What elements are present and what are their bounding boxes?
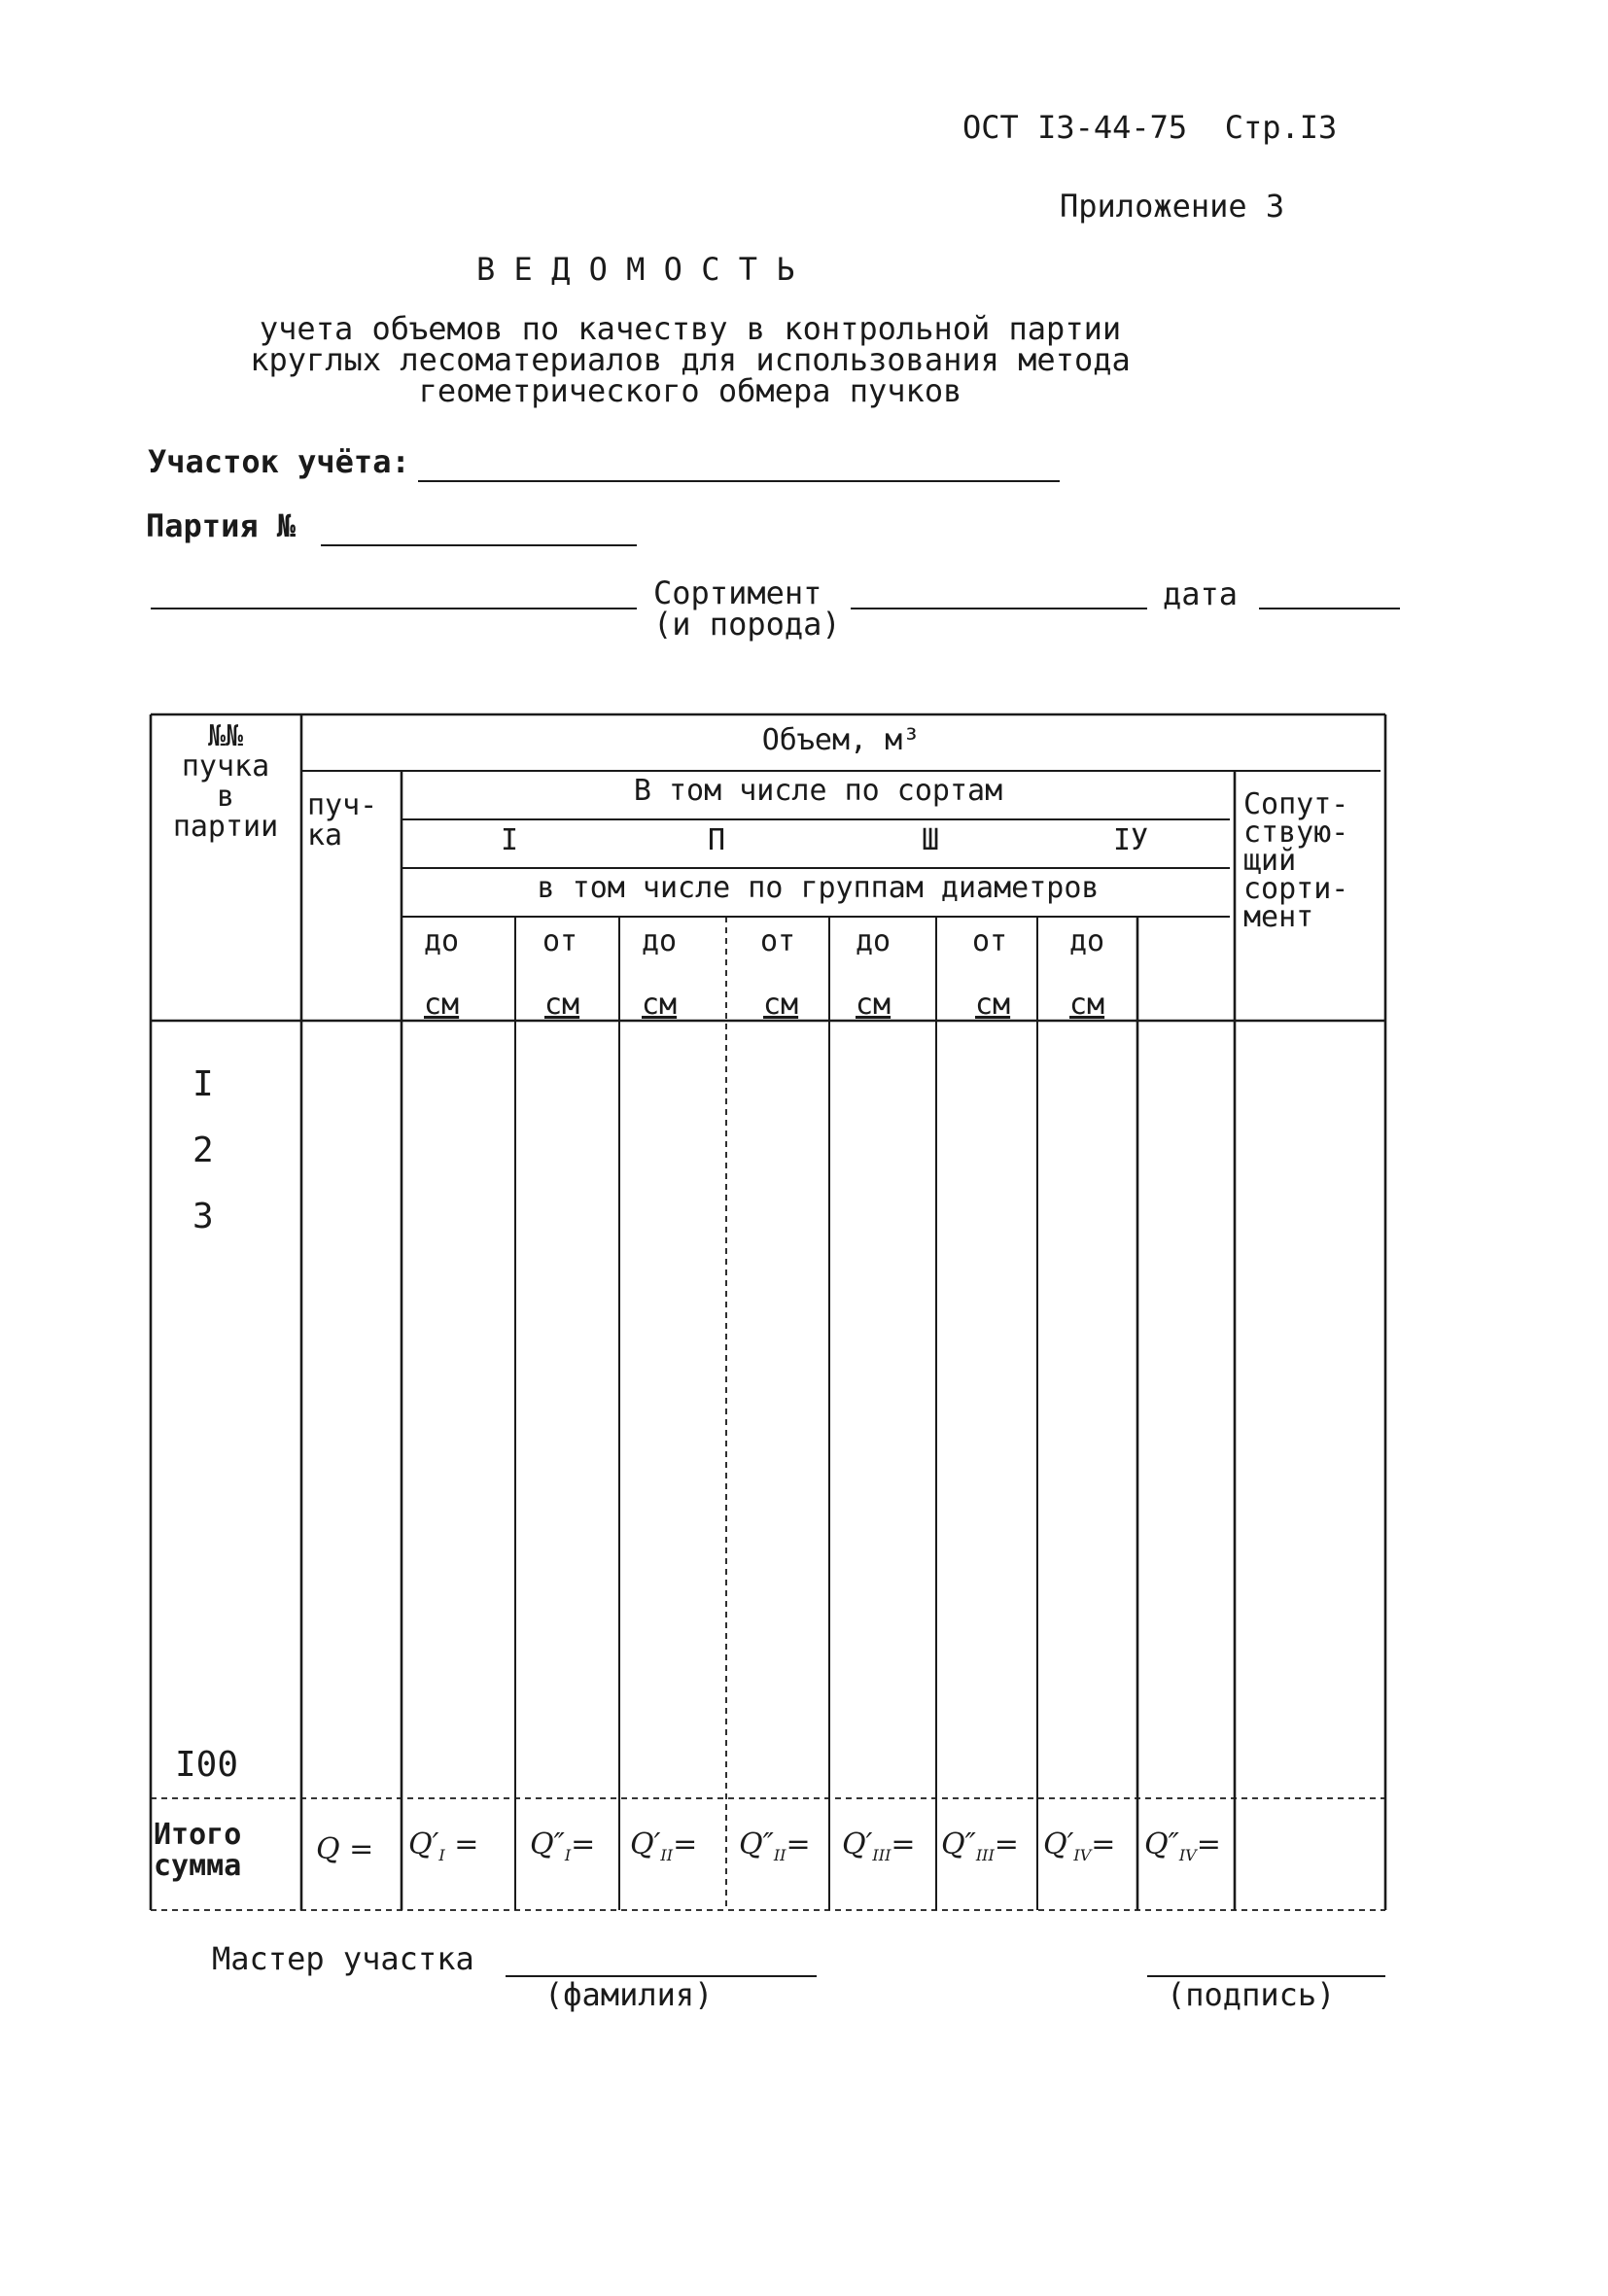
- total-q-grade4-b: $Q''_{IV}=$: [1144, 1827, 1221, 1864]
- assortment-label-text: Сортимент: [653, 574, 822, 611]
- doc-code: ОСТ I3-44-75: [962, 109, 1188, 146]
- col-header-by-grade: В том числе по сортам: [633, 774, 1003, 808]
- col-header-volume: Объем, м³: [761, 723, 921, 757]
- document-title: В Е Д О М О С Т Ь: [476, 251, 795, 288]
- diameter-unit-1: см: [424, 988, 460, 1022]
- col-header-bundle: пуч- ка: [307, 788, 378, 852]
- appendix-label: Приложение 3: [1060, 188, 1285, 225]
- grade-label-2: П: [708, 823, 726, 857]
- row-number-2: 2: [192, 1131, 214, 1170]
- diameter-cell-7: до: [1069, 924, 1105, 958]
- grade-label-4: IУ: [1113, 823, 1149, 857]
- diameter-cell-5: до: [856, 924, 891, 958]
- row-number-3: 3: [192, 1197, 214, 1236]
- diameter-cell-4: от: [760, 924, 796, 958]
- diameter-cell-3: до: [642, 924, 678, 958]
- signature-caption: (подпись): [1167, 1976, 1336, 2013]
- col-header-accompanying: Сопут- ствую- щий сорти- мент: [1243, 787, 1349, 934]
- diameter-cell-2: от: [542, 924, 578, 958]
- total-q: Q =: [316, 1832, 374, 1866]
- diameter-cell-6: от: [972, 924, 1008, 958]
- total-q-grade4-a: $Q'_{IV}=$: [1043, 1827, 1116, 1864]
- total-q-grade2-b: $Q''_{II}=$: [739, 1827, 811, 1864]
- diameter-unit-5: см: [856, 988, 891, 1022]
- site-label: Участок учёта:: [148, 443, 410, 480]
- date-input-line[interactable]: [1259, 608, 1400, 609]
- diameter-unit-3: см: [642, 988, 678, 1022]
- total-q-grade3-b: $Q''_{III}=$: [941, 1827, 1019, 1864]
- row-number-1: I: [192, 1064, 214, 1104]
- date-label: дата: [1163, 575, 1239, 612]
- total-label: Итого сумма: [154, 1818, 242, 1883]
- diameter-unit-7: см: [1069, 988, 1105, 1022]
- subtitle-line-1: учета объемов по качеству в контрольной партии: [259, 310, 1122, 347]
- batch-input-line[interactable]: [321, 544, 637, 546]
- surname-caption: (фамилия): [544, 1976, 714, 2013]
- leading-input-line[interactable]: [151, 608, 637, 609]
- grade-label-3: Ш: [922, 823, 940, 857]
- total-q-grade3-a: $Q'_{III}=$: [842, 1827, 916, 1864]
- row-number-100: I00: [175, 1745, 239, 1785]
- grade-label-1: I: [501, 823, 519, 857]
- master-label: Мастер участка: [212, 1940, 474, 1977]
- diameter-unit-2: см: [544, 988, 580, 1022]
- subtitle-line-2: круглых лесоматериалов для использования метода: [250, 341, 1131, 378]
- subtitle-line-3: геометрического обмера пучков: [418, 372, 962, 409]
- assortment-input-line[interactable]: [851, 608, 1147, 609]
- total-q-grade2-a: $Q'_{II}=$: [630, 1827, 698, 1864]
- batch-label: Партия №: [146, 507, 297, 544]
- page-number: Стр.I3: [1224, 109, 1338, 146]
- assortment-label: [653, 574, 841, 643]
- diameter-unit-4: см: [763, 988, 799, 1022]
- diameter-unit-6: см: [975, 988, 1011, 1022]
- total-q-grade1-b: $Q''_I=$: [530, 1827, 596, 1864]
- col-header-by-diameter: в том числе по группам диаметров: [537, 871, 1100, 905]
- total-q-grade1-a: $Q'_I$ =: [408, 1827, 479, 1864]
- diameter-cell-1: до: [424, 924, 460, 958]
- assortment-note: (и порода): [653, 606, 841, 643]
- site-input-line[interactable]: [418, 480, 1060, 482]
- col-header-bundle-number: №№ пучка в партии: [172, 719, 279, 844]
- document-subtitle: [194, 310, 1186, 409]
